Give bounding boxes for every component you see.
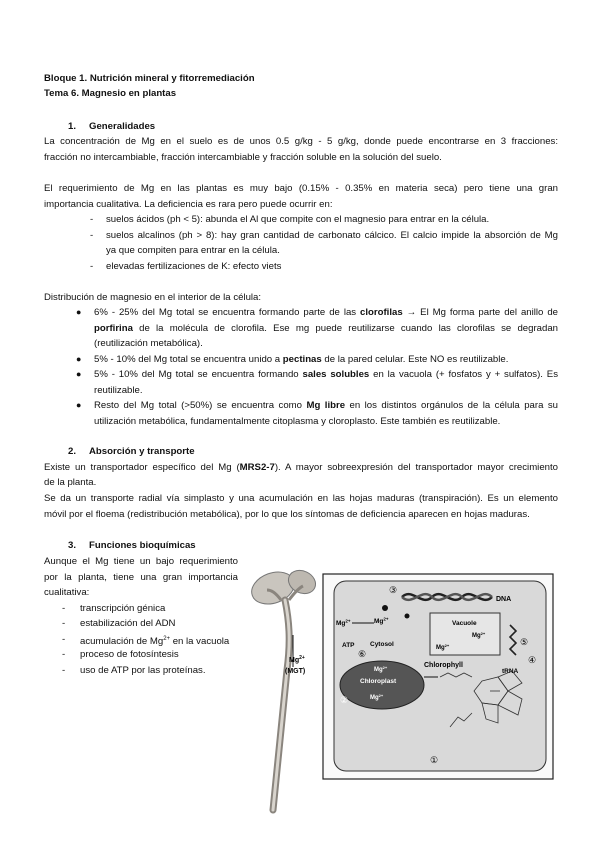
s3-list-item-2: estabilización del ADN	[80, 618, 176, 629]
s3-intro-line2: por la planta, tiene una gran importancia	[44, 572, 238, 583]
bullet-dot: ●	[76, 400, 82, 410]
list-dash: -	[62, 665, 66, 676]
topic-title: Tema 6. Magnesio en plantas	[44, 88, 177, 99]
step-3-marker: ③	[389, 585, 398, 595]
list-dash: -	[90, 230, 94, 241]
chloroplast-mg-b: Mg	[370, 695, 379, 701]
s2-line4: móvil por el floema (redistribución metabólica), por lo que los síntomas de deficiencia aparecen en hojas maduras.	[44, 509, 530, 520]
distribution-title: Distribución de magnesio en el interior de la célula:	[44, 292, 262, 303]
s1-p2-line1: El requerimiento de Mg en las plantas es muy bajo (0.15% - 0.35% en materia seca) pero tiene una gran	[44, 183, 558, 194]
bullet-4-line1: Resto del Mg total (>50%) se encuentra como Mg libre en los distintos orgánulos de la célula para su	[94, 400, 558, 411]
seedling-mg-sup: 2+	[299, 655, 305, 661]
list-dash: -	[90, 261, 94, 272]
bullet-3-line1: 5% - 10% del Mg total se encuentra formando sales solubles en la vacuola (+ fosfatos y + sulfatos). Es	[94, 369, 559, 380]
atp-label: ATP	[342, 642, 355, 649]
s1-list-item-1: suelos ácidos (ph < 5): abunda el Al que compite con el magnesio para entrar en la célula.	[106, 214, 490, 225]
bullet-4-line2: utilización metabólica, fundamentalmente citoplasma y cloroplasto. Este también es reutilizable.	[94, 416, 501, 427]
list-dash: -	[62, 603, 66, 614]
s2-line2: de la planta.	[44, 477, 97, 488]
svg-text:Mg2+: $Mg^{2+}$	[336, 618, 351, 627]
svg-text:Mg2+: $Mg^{2+}$	[374, 665, 388, 673]
section-1-title: Generalidades	[89, 121, 156, 132]
svg-text:Mg2+	[289, 655, 305, 664]
s1-p1-line2: fracción no intercambiable, fracción intercambiable y fracción soluble en la solución del suelo.	[44, 152, 442, 163]
seedling-figure	[245, 560, 325, 820]
bullet-2-line1: 5% - 10% del Mg total se encuentra unido a pectinas de la pared celular. Este NO es reutilizable.	[94, 354, 509, 365]
chloroplast-label: Chloroplast	[360, 678, 397, 685]
bullet-dot: ●	[76, 307, 82, 317]
s1-p2-line2: importancia cualitativa. La deficiencia es rara pero puede ocurrir en:	[44, 199, 333, 210]
cytosol-label: Cytosol	[370, 641, 394, 648]
section-1-number: 1.	[68, 121, 77, 132]
bullet-dot: ●	[76, 354, 82, 364]
section-2-number: 2.	[68, 446, 77, 457]
svg-text:Mg2+: $Mg^{2+}$	[472, 631, 486, 639]
section-3-title: Funciones bioquímicas	[89, 540, 196, 551]
step-6-marker: ⑥	[358, 649, 367, 659]
seedling-mgt-label: (MGT)	[285, 668, 306, 675]
vacuole-mg-a: Mg	[472, 633, 481, 639]
s1-p1-line1: La concentración de Mg en el suelo es de unos 0.5 g/kg - 5 g/kg, donde puede encontrarse en 3 fracciones:	[44, 136, 558, 147]
list-dash: -	[62, 649, 66, 660]
bullet-1-line3: (reutilización metabólica).	[94, 338, 203, 349]
s1-list-item-2-cont: ya que compiten para entrar en la célula.	[106, 245, 280, 256]
bullet-1-line2: porfirina de la molécula de clorofila. Ese mg puede reutilizarse cuando las clorofilas se degradan	[94, 323, 558, 334]
svg-text:Mg2+: $Mg^{2+}$	[374, 616, 389, 625]
s3-intro-line3: cualitativa:	[44, 587, 90, 598]
svg-text:Mg2+: $Mg^{2+}$	[370, 693, 384, 701]
s3-list-item-4: proceso de fotosíntesis	[80, 649, 179, 660]
ext-mg-label: Mg	[336, 620, 346, 627]
dna-label: DNA	[496, 596, 512, 603]
s3-list-item-5: uso de ATP por las proteínas.	[80, 665, 206, 676]
block-title: Bloque 1. Nutrición mineral y fitorremediación	[44, 73, 255, 84]
s3-list-item-3: acumulación de $Mg^{2+}$ en la vacuola	[80, 636, 230, 648]
trna-label: tRNA	[502, 668, 519, 675]
step-5-marker: ⑤	[520, 637, 529, 647]
list-dash: -	[62, 618, 66, 629]
section-2-title: Absorción y transporte	[89, 446, 195, 457]
bullet-3-line2: reutilizable.	[94, 385, 143, 396]
list-dash: -	[62, 634, 66, 645]
svg-text:Mg2+: $Mg^{2+}$	[436, 643, 450, 651]
list-dash: -	[90, 214, 94, 225]
s2-line3: Se da un transporte radial vía simplasto y una acumulación en las hojas maduras (transpiración). Es un elemento	[44, 493, 558, 504]
int-mg-label: Mg	[374, 618, 384, 625]
seedling-mg-label: Mg	[289, 657, 300, 664]
bullet-1-line1: 6% - 25% del Mg total se encuentra formando parte de las clorofilas → El Mg forma parte del anillo de	[94, 307, 558, 318]
chlorophyll-label: Chlorophyll	[424, 662, 463, 669]
section-3-number: 3.	[68, 540, 77, 551]
s3-list-item-1: transcripción génica	[80, 603, 166, 614]
s1-list-item-2: suelos alcalinos (ph > 8): hay gran cantidad de carbonato cálcico. El calcio impide la absorción de Mg	[106, 230, 558, 241]
vacuole-mg-b: Mg	[436, 645, 445, 651]
cell-diagram	[322, 573, 554, 780]
step-2-marker: ②	[340, 695, 349, 705]
step-4-marker: ④	[528, 655, 537, 665]
chloroplast-mg-a: Mg	[374, 667, 383, 673]
bullet-dot: ●	[76, 369, 82, 379]
s3-intro-line1: Aunque el Mg tiene un bajo requerimiento	[44, 556, 238, 567]
mg-ion-dot	[382, 605, 388, 611]
vacuole-label: Vacuole	[452, 620, 477, 627]
seedling-illustration	[247, 566, 319, 810]
step-1-marker: ①	[430, 755, 439, 765]
s2-line1: Existe un transportador específico del Mg (MRS2-7). A mayor sobreexpresión del transportador mayor crecimiento	[44, 462, 558, 473]
mg-ion-dot	[405, 614, 410, 619]
s1-list-item-3: elevadas fertilizaciones de K: efecto viets	[106, 261, 282, 272]
